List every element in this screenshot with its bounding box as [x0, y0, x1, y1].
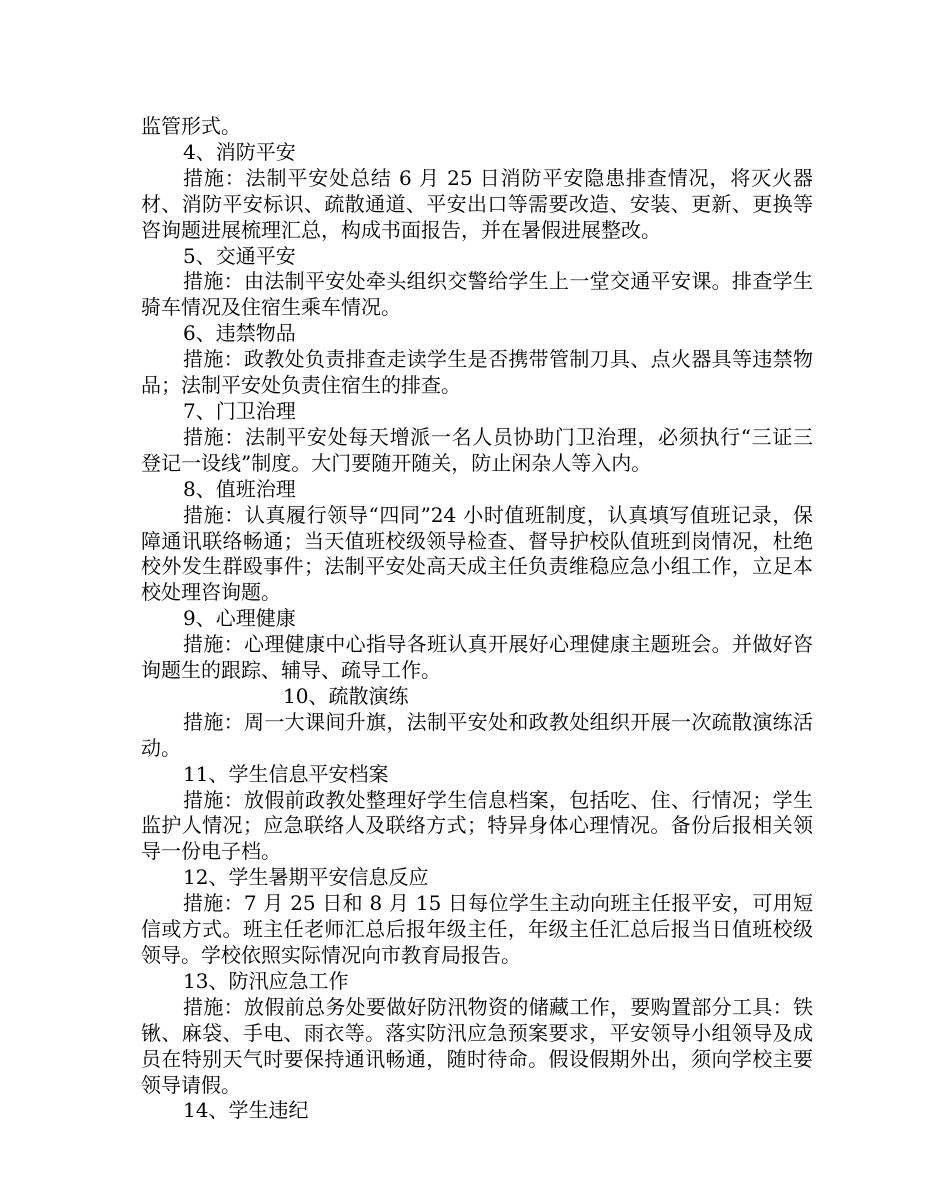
opening-fragment: 监管形式。	[141, 114, 241, 138]
section-heading: 12、学生暑期平安信息反应	[183, 865, 429, 890]
section-heading: 5、交通平安	[183, 243, 296, 268]
section-measure: 措施：心理健康中心指导各班认真开展好心理健康主题班会。并做好咨询题生的跟踪、辅导、疏导工作。	[141, 632, 813, 683]
section-heading: 6、违禁物品	[183, 321, 296, 346]
section-list	[141, 140, 813, 1124]
section-heading: 10、疏散演练	[283, 683, 409, 708]
section-measure: 措施：7 月 25 日和 8 月 15 日每位学生主动向班主任报平安，可用短信或方式。班主任老师汇总后报年级主任，年级主任汇总后报当日值班校级领导。学校依照实际情况向市教育局报告。	[141, 891, 813, 967]
section-measure: 措施：法制平安处每天增派一名人员协助门卫治理，必须执行“三证三登记一设线”制度。大门要随开随关，防止闲杂人等入内。	[141, 424, 813, 475]
section-heading: 14、学生违纪	[183, 1098, 309, 1123]
section-measure: 措施：由法制平安处牵头组织交警给学生上一堂交通平安课。排查学生骑车情况及住宿生乘车情况。	[141, 269, 813, 320]
section-measure: 措施：法制平安处总结 6 月 25 日消防平安隐患排查情况，将灭火器材、消防平安标识、疏散通道、平安出口等需要改造、安装、更新、更换等咨询题进展梳理汇总，构成书面报告，并在暑假进展整改。	[141, 165, 813, 242]
section-heading: 13、防汛应急工作	[183, 968, 349, 993]
document-body	[141, 114, 813, 1124]
section-heading: 9、心理健康	[183, 606, 296, 631]
section-heading: 4、消防平安	[183, 139, 296, 164]
section-measure: 措施：政教处负责排查走读学生是否携带管制刀具、点火器具等违禁物品；法制平安处负责住宿生的排查。	[141, 347, 813, 398]
section-heading: 11、学生信息平安档案	[183, 761, 389, 786]
section-measure: 措施：周一大课间升旗，法制平安处和政教处组织开展一次疏散演练活动。	[141, 709, 813, 760]
section-heading: 7、门卫治理	[183, 398, 296, 423]
section-heading: 8、值班治理	[183, 476, 296, 501]
section-measure: 措施：认真履行领导“四同”24 小时值班制度，认真填写值班记录，保障通讯联络畅通；当天值班校级领导检查、督导护校队值班到岗情况，杜绝校外发生群殴事件；法制平安处高天成主任负责维稳应急小组工作，立足本校处理咨询题。	[141, 502, 813, 605]
section-measure: 措施：放假前总务处要做好防汛物资的储藏工作，要购置部分工具：铁锹、麻袋、手电、雨衣等。落实防汛应急预案要求，平安领导小组领导及成员在特别天气时要保持通讯畅通，随时待命。假设假期外出，须向学校主要领导请假。	[141, 994, 813, 1097]
section-measure: 措施：放假前政教处整理好学生信息档案，包括吃、住、行情况；学生监护人情况；应急联络人及联络方式；特异身体心理情况。备份后报相关领导一份电子档。	[141, 787, 813, 864]
